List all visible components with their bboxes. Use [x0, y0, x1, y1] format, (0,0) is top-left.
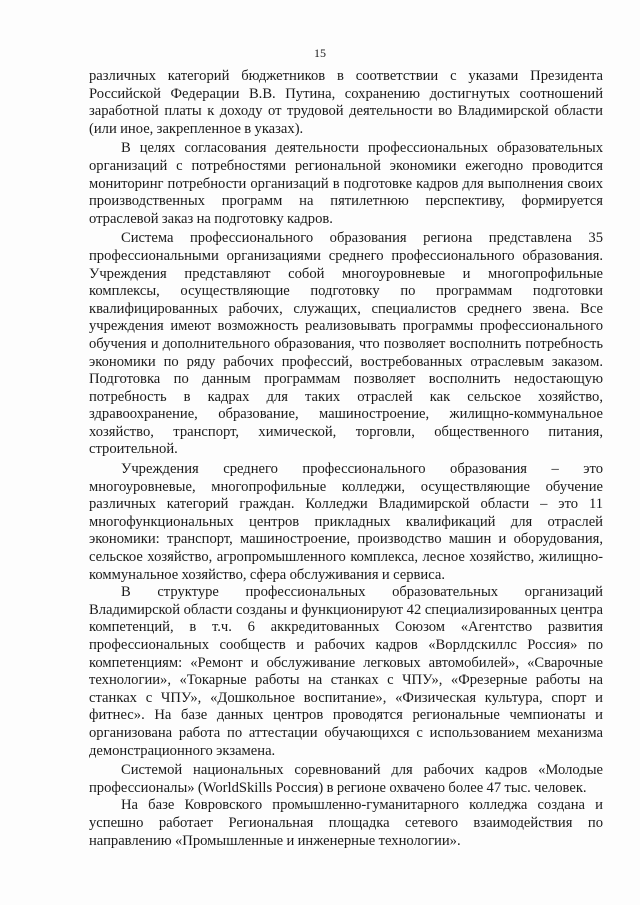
- paragraph-continuation: различных категорий бюджетников в соответствии с указами Президента Российской Федерации В.В. Путина, сохранению достигнутых соотношений заработной платы к доходу от трудовой деятельности во Владимирской области (или иное, закрепленное в указах).: [89, 68, 603, 137]
- paragraph-monitoring: В целях согласования деятельности профессиональных образовательных организаций с потребностями региональной экономики ежегодно проводится мониторинг потребности организаций в подготовке кадров для выполнения своих производственных программ на пятилетнюю перспективу, формируется отраслевой заказ на подготовку кадров.: [89, 140, 603, 227]
- paragraph-education-system: Система профессионального образования региона представлена 35 профессиональными организациями среднего профессионального образования. Учреждения представляют собой многоуровневые и многопрофильные комплексы, осуществляющие подготовку по программам подготовки квалифицированных рабочих, служащих, специалистов среднего звена. Все учреждения имеют возможность реализовывать программы профессионального обучения и дополнительного образования, что позволяет восполнить потребность экономики по ряду рабочих профессий, востребованных отраслевым заказом. Подготовка по данным программам позволяет восполнить недостающую потребность в кадрах для таких отраслей как сельское хозяйство, здравоохранение, образование, машиностроение, жилищно-коммунальное хозяйство, транспорт, химической, торговли, общественного питания, строительной.: [89, 230, 603, 458]
- paragraph-colleges: Учреждения среднего профессионального образования – это многоуровневые, многопрофильные колледжи, осуществляющие обучение различных категорий граждан. Колледжи Владимирской области – это 11 многофункциональных центров прикладных квалификаций для отраслей экономики: транспорт, машиностроение, производство машин и оборудования, сельское хозяйство, агропромышленного комплекса, лесное хозяйство, жилищно-коммунальное хозяйство, сфера обслуживания и сервиса.: [89, 461, 603, 583]
- paragraph-kovrov-college: На базе Ковровского промышленно-гуманитарного колледжа создана и успешно работает Региональная площадка сетевого взаимодействия по направлению «Промышленные и инженерные технологии».: [89, 797, 603, 849]
- document-body: [89, 68, 603, 850]
- paragraph-competence-centers: В структуре профессиональных образовательных организаций Владимирской области созданы и функционируют 42 специализированных центра компетенций, в т.ч. 6 аккредитованных Союзом «Агентство развития профессиональных сообществ и рабочих кадров «Ворлдскиллс Россия» по компетенциям: «Ремонт и обслуживание легковых автомобилей», «Сварочные технологии», «Токарные работы на станках с ЧПУ», «Фрезерные работы на станках с ЧПУ», «Дошкольное воспитание», «Физическая культура, спорт и фитнес». На базе данных центров проводятся региональные чемпионаты и организована работа по аттестации обучающихся с использованием механизма демонстрационного экзамена.: [89, 584, 603, 759]
- page-number: 15: [314, 46, 326, 60]
- paragraph-worldskills: Системой национальных соревнований для рабочих кадров «Молодые профессионалы» (WorldSkills Россия) в регионе охвачено более 47 тыс. человек.: [89, 762, 603, 796]
